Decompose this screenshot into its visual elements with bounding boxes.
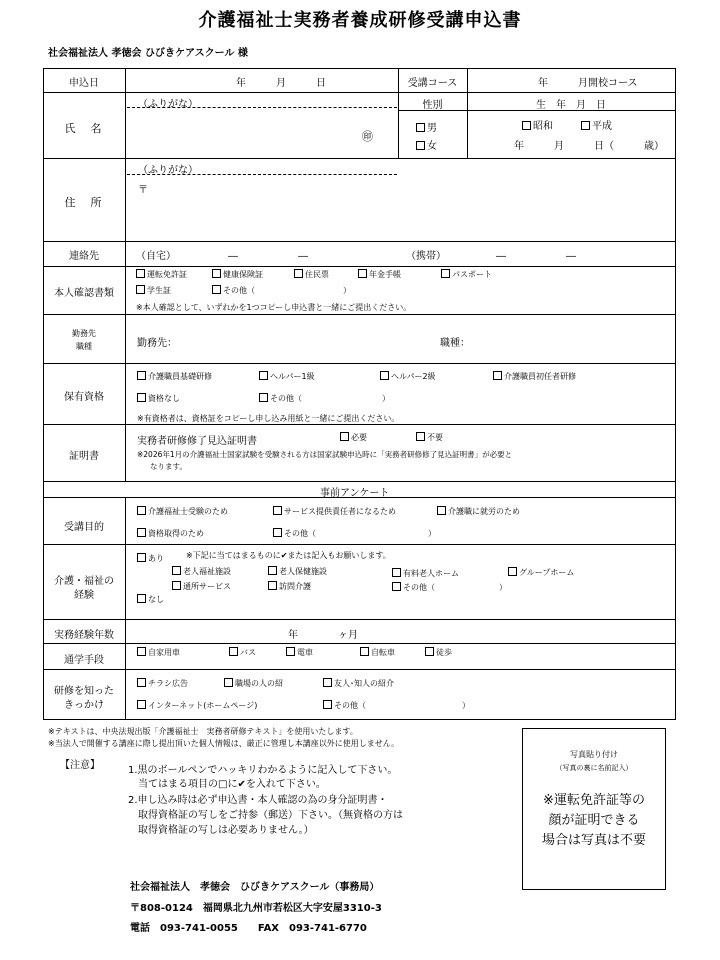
- birth-showa[interactable]: [522, 117, 553, 132]
- work-label-2: 職種: [76, 342, 92, 351]
- gender-male[interactable]: [416, 119, 437, 134]
- mobile-phone-label: （携帯）: [406, 251, 446, 262]
- option-text: 不要: [427, 433, 443, 442]
- commute-walk[interactable]: [425, 647, 452, 658]
- photo-box[interactable]: [522, 728, 666, 890]
- checkbox[interactable]: [137, 700, 146, 709]
- option-text: 通所サービス: [183, 582, 231, 591]
- checkbox[interactable]: [224, 678, 233, 687]
- office-phone: 電話 093-741-0055 FAX 093-741-6770: [130, 923, 367, 934]
- checkbox[interactable]: [136, 285, 145, 294]
- purpose-qualification[interactable]: [137, 528, 204, 539]
- heisei-checkbox[interactable]: [581, 121, 590, 130]
- job-field[interactable]: 職種：: [440, 338, 470, 349]
- option-text: インターネット(ホームページ): [148, 701, 258, 710]
- commute-label: 通学手段: [64, 655, 104, 666]
- option-text: 自転車: [371, 648, 395, 657]
- id-doc-other[interactable]: [212, 285, 351, 296]
- option-text: チラシ広告: [148, 679, 188, 688]
- employer-field[interactable]: 勤務先：: [137, 338, 177, 349]
- showa-text: 昭和: [533, 121, 553, 132]
- id-docs-label: 本人確認書類: [54, 288, 114, 299]
- checkbox[interactable]: [172, 581, 181, 590]
- checkbox[interactable]: [229, 647, 238, 656]
- checkbox[interactable]: [294, 269, 303, 278]
- course-value[interactable]: 年 月開校コース: [538, 78, 638, 89]
- male-checkbox[interactable]: [416, 123, 425, 132]
- photo-note-3: 場合は写真は不要: [541, 833, 646, 848]
- checkbox[interactable]: [358, 269, 367, 278]
- option-text: 自家用車: [148, 648, 180, 657]
- checkbox[interactable]: [137, 506, 146, 515]
- birth-heisei[interactable]: [581, 117, 612, 132]
- notice-line-5: 取得資格証の写しは必要ありません。）: [138, 825, 314, 836]
- experience-yes[interactable]: [137, 553, 164, 564]
- experience-label-1: 介護・福祉の: [54, 576, 114, 587]
- male-text: 男: [427, 123, 437, 134]
- checkbox[interactable]: [137, 553, 146, 562]
- option-text: 運転免許証: [147, 270, 187, 279]
- notice-line-4: 取得資格証の写しをご持参（郵送）下さい。（無資格の方は: [138, 810, 403, 821]
- checkbox[interactable]: [323, 700, 332, 709]
- checkbox[interactable]: [286, 647, 295, 656]
- option-text: サービス提供責任者になるため: [284, 507, 396, 516]
- exp-paid-home[interactable]: [392, 568, 459, 579]
- checkbox[interactable]: [136, 269, 145, 278]
- option-text: ヘルパー1級: [270, 372, 315, 381]
- home-phone-label: （自宅）: [136, 251, 176, 262]
- address-label: 住 所: [64, 196, 104, 209]
- checkbox[interactable]: [273, 506, 282, 515]
- option-text: パスポート: [452, 270, 492, 279]
- qualifications-label: 保有資格: [64, 392, 104, 403]
- source-label-1: 研修を知った: [54, 686, 114, 697]
- photo-title: 写真貼り付け: [570, 750, 618, 759]
- commute-car[interactable]: [137, 647, 180, 658]
- source-friend[interactable]: [323, 678, 394, 689]
- checkbox[interactable]: [392, 568, 401, 577]
- checkbox[interactable]: [259, 393, 268, 402]
- commute-train[interactable]: [286, 647, 313, 658]
- years-value[interactable]: 年 ヶ月: [288, 630, 358, 641]
- commute-bicycle[interactable]: [360, 647, 395, 658]
- option-text: 老人福祉施設: [183, 567, 231, 576]
- exp-welfare[interactable]: [172, 566, 231, 577]
- id-doc-residence[interactable]: [294, 269, 329, 280]
- address-furigana-label: （ふりがな）: [138, 165, 198, 176]
- checkbox[interactable]: [273, 528, 282, 537]
- option-text: あり: [148, 554, 164, 563]
- option-text: 電車: [297, 648, 313, 657]
- checkbox[interactable]: [259, 371, 268, 380]
- certificate-note-2: なります。: [150, 462, 187, 471]
- qual-helper2[interactable]: [380, 371, 436, 382]
- work-label-1: 勤務先: [72, 329, 96, 338]
- name-furigana-label: （ふりがな）: [138, 99, 198, 110]
- source-workplace[interactable]: [224, 678, 283, 689]
- mobile-phone-field[interactable]: ― ―: [496, 251, 576, 262]
- qual-none[interactable]: [137, 393, 180, 404]
- course-label: 受講コース: [407, 78, 458, 89]
- footnote-privacy: ※当法人で開催する講座に際し提出頂いた個人情報は、厳正に管理し本講座以外に使用しません。: [48, 739, 400, 748]
- photo-note-2: 顔が証明できる: [548, 813, 640, 828]
- certificate-note-1: ※2026年1月の介護福祉士国家試験を受験される方は国家試験申込時に「実務者研修修了見込証明書」が必要と: [137, 450, 513, 459]
- certificate-text: 実務者研修修了見込証明書: [137, 436, 257, 447]
- checkbox[interactable]: [508, 567, 517, 576]
- postal-mark: 〒: [138, 185, 148, 196]
- photo-note-1: ※運転免許証等の: [543, 793, 645, 808]
- option-text: バス: [240, 648, 256, 657]
- contact-label: 連絡先: [69, 251, 99, 262]
- checkbox[interactable]: [137, 647, 146, 656]
- notice-line-1: 1.黒のボールペンでハッキリわかるように記入して下さい。: [128, 765, 398, 776]
- notice-line-3: 2.申し込み時は必ず申込書・本人確認の為の身分証明書・: [128, 795, 388, 806]
- id-doc-pension[interactable]: [358, 269, 401, 280]
- form-title: 介護福祉士実務者養成研修受講申込書: [198, 10, 522, 31]
- purpose-service[interactable]: [273, 506, 396, 517]
- option-text: 訪問介護: [279, 582, 311, 591]
- gender-label: 性別: [422, 100, 443, 111]
- birth-label: 生 年 月 日: [536, 100, 606, 111]
- address-field[interactable]: [150, 178, 670, 238]
- option-text: 介護福祉士受験のため: [148, 507, 228, 516]
- option-text: 徒歩: [436, 648, 452, 657]
- checkbox[interactable]: [323, 678, 332, 687]
- checkbox[interactable]: [137, 371, 146, 380]
- certificate-no-need[interactable]: [416, 432, 443, 443]
- exp-other[interactable]: [392, 582, 507, 593]
- source-flyer[interactable]: [137, 678, 188, 689]
- checkbox[interactable]: [212, 269, 221, 278]
- showa-checkbox[interactable]: [522, 121, 531, 130]
- seal-mark: ㊞: [362, 130, 373, 143]
- female-text: 女: [427, 141, 437, 152]
- option-text: なし: [148, 595, 164, 604]
- source-other[interactable]: [323, 700, 470, 711]
- notice-label: 【注意】: [60, 760, 100, 771]
- option-text: 友人･知人の紹介: [334, 679, 394, 688]
- option-text: 職場の人の紹: [235, 679, 283, 688]
- experience-no[interactable]: [137, 594, 164, 605]
- checkbox[interactable]: [380, 371, 389, 380]
- qual-basic[interactable]: [137, 371, 212, 382]
- years-label: 実務経験年数: [54, 630, 114, 641]
- option-text: 資格なし: [148, 394, 180, 403]
- option-text: 有料老人ホーム: [403, 569, 459, 578]
- option-text: その他（ ）: [334, 701, 470, 710]
- qual-other[interactable]: [259, 393, 390, 404]
- option-text: その他（ ）: [270, 394, 390, 403]
- birth-date-value[interactable]: 年 月 日（ 歳）: [514, 141, 664, 152]
- checkbox[interactable]: [392, 582, 401, 591]
- application-date-value[interactable]: 年 月 日: [236, 78, 326, 89]
- experience-note: ※下記に当てはまるものに✔または記入もお願いします。: [186, 551, 391, 560]
- source-label-2: きっかけ: [64, 700, 104, 711]
- experience-label-2: 経験: [74, 590, 94, 601]
- notice-line-2: 当てはまる項目の□に✔を入れて下さい。: [138, 779, 326, 790]
- option-text: その他（ ）: [403, 583, 507, 592]
- application-date-label: 申込日: [69, 78, 99, 89]
- option-text: 必要: [351, 433, 367, 442]
- office-name: 社会福祉法人 孝徳会 ひびきケアスクール（事務局）: [130, 882, 380, 893]
- id-doc-insurance[interactable]: [212, 269, 263, 280]
- purpose-label: 受講目的: [64, 522, 104, 533]
- exp-home-visit[interactable]: [268, 581, 311, 592]
- checkbox[interactable]: [137, 594, 146, 603]
- purpose-exam[interactable]: [137, 506, 228, 517]
- heisei-text: 平成: [592, 121, 612, 132]
- option-text: 健康保険証: [223, 270, 263, 279]
- certificate-need[interactable]: [340, 432, 367, 443]
- exp-day-service[interactable]: [172, 581, 231, 592]
- checkbox[interactable]: [137, 393, 146, 402]
- checkbox[interactable]: [416, 432, 425, 441]
- option-text: 住民票: [305, 270, 329, 279]
- name-field[interactable]: [130, 112, 394, 156]
- id-doc-student[interactable]: [136, 285, 171, 296]
- female-checkbox[interactable]: [416, 141, 425, 150]
- survey-heading: 事前アンケート: [320, 488, 390, 499]
- option-text: 介護職に就労のため: [448, 507, 520, 516]
- name-label: 氏 名: [64, 122, 104, 135]
- id-docs-note: ※本人確認として、いずれかを1つコピーし申込書と一緒にご提出ください。: [136, 303, 412, 312]
- checkbox[interactable]: [340, 432, 349, 441]
- checkbox[interactable]: [137, 528, 146, 537]
- option-text: その他（ ）: [284, 529, 436, 538]
- checkbox[interactable]: [137, 678, 146, 687]
- option-text: ヘルパー2級: [391, 372, 436, 381]
- footnote-text: ※テキストは、中央法規出版「介護福祉士 実務者研修テキスト」を使用いたします。: [48, 727, 358, 736]
- checkbox[interactable]: [425, 647, 434, 656]
- id-doc-passport[interactable]: [441, 269, 492, 280]
- photo-sub: （写真の裏に名前記入）: [555, 764, 633, 772]
- exp-group-home[interactable]: [508, 567, 574, 578]
- qual-initial[interactable]: [493, 371, 576, 382]
- option-text: 老人保健施設: [279, 567, 327, 576]
- option-text: 介護職員初任者研修: [504, 372, 576, 381]
- purpose-employment[interactable]: [437, 506, 520, 517]
- home-phone-field[interactable]: ― ―: [228, 251, 308, 262]
- option-text: 介護職員基礎研修: [148, 372, 212, 381]
- exp-health[interactable]: [268, 566, 327, 577]
- option-text: その他（ ）: [223, 286, 351, 295]
- checkbox[interactable]: [268, 581, 277, 590]
- purpose-other[interactable]: [273, 528, 436, 539]
- addressee: 社会福祉法人 孝徳会 ひびきケアスクール 様: [48, 48, 248, 59]
- certificate-label: 証明書: [69, 451, 99, 462]
- checkbox[interactable]: [437, 506, 446, 515]
- qual-helper1[interactable]: [259, 371, 315, 382]
- checkbox[interactable]: [441, 269, 450, 278]
- gender-female[interactable]: [416, 137, 437, 152]
- option-text: 年金手帳: [369, 270, 401, 279]
- checkbox[interactable]: [212, 285, 221, 294]
- office-address: 〒808-0124 福岡県北九州市若松区大字安屋3310-3: [130, 903, 382, 914]
- commute-bus[interactable]: [229, 647, 256, 658]
- option-text: 資格取得のため: [148, 529, 204, 538]
- checkbox[interactable]: [172, 566, 181, 575]
- option-text: 学生証: [147, 286, 171, 295]
- checkbox[interactable]: [493, 371, 502, 380]
- qualifications-note: ※有資格者は、資格証をコピーし申し込み用紙と一緒にご提出ください。: [137, 414, 400, 423]
- option-text: グループホーム: [519, 568, 575, 577]
- source-internet[interactable]: [137, 700, 257, 711]
- checkbox[interactable]: [360, 647, 369, 656]
- checkbox[interactable]: [268, 566, 277, 575]
- id-doc-license[interactable]: [136, 269, 187, 280]
